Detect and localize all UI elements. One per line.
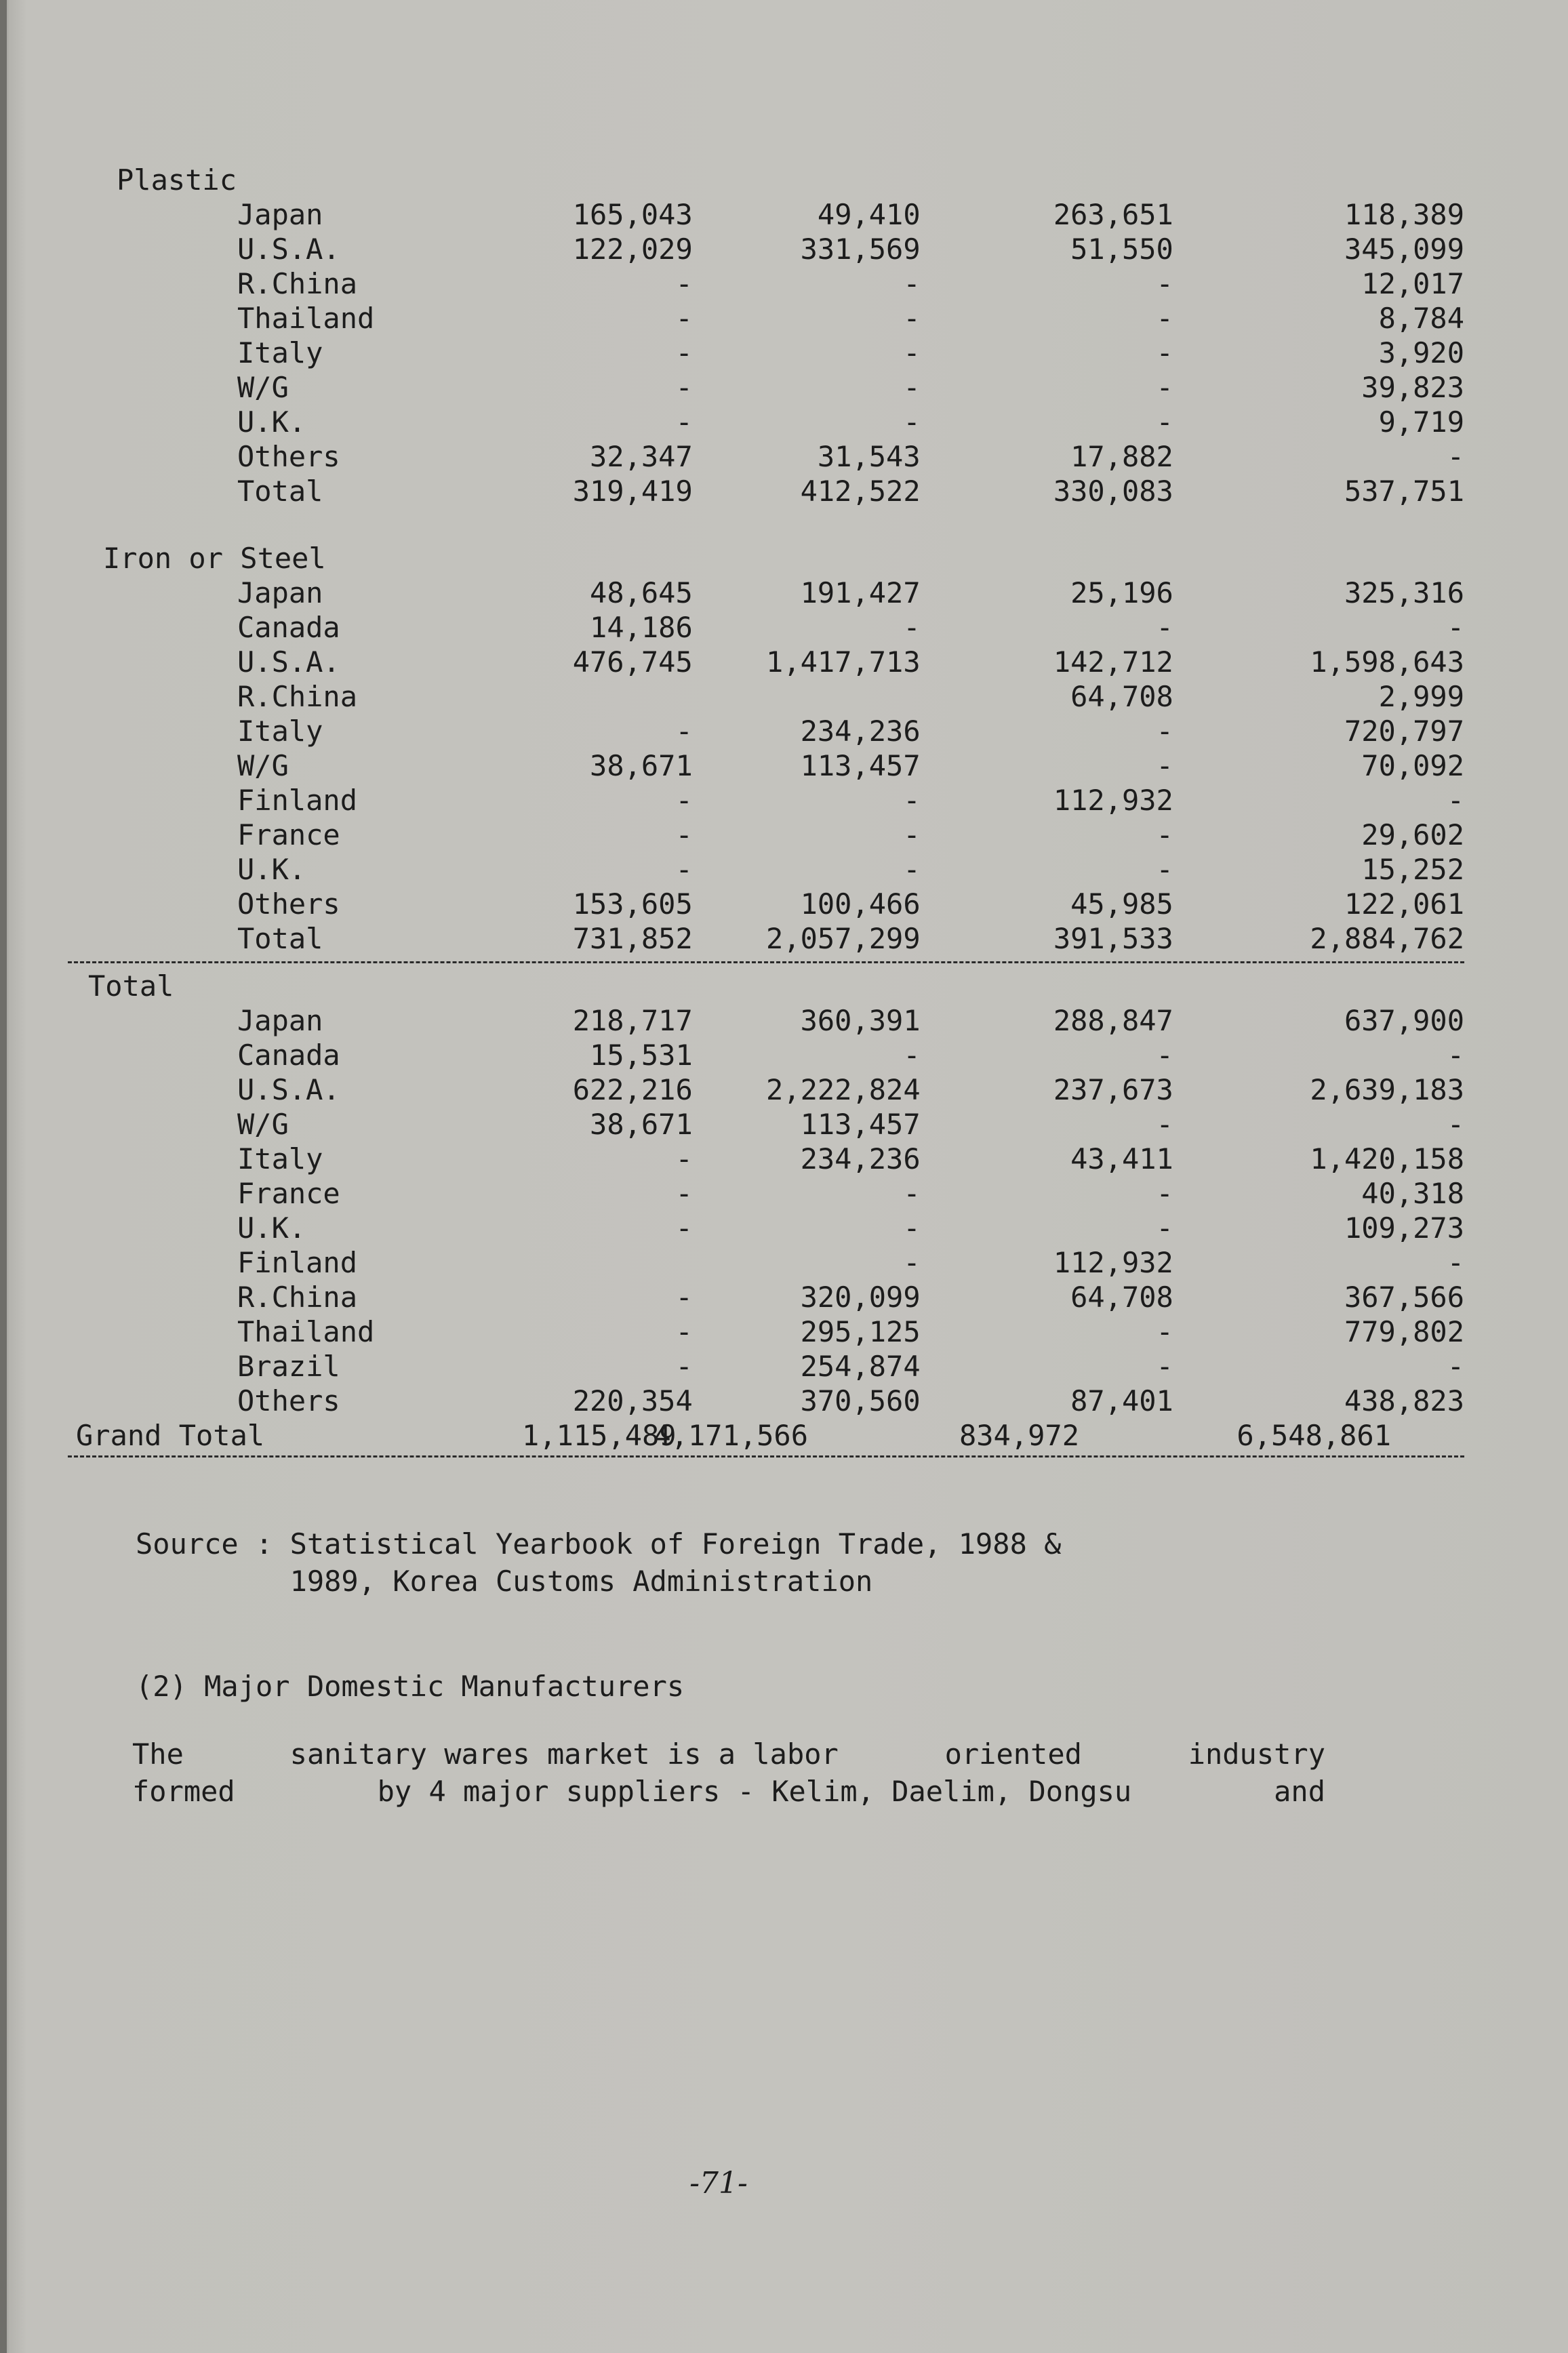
value-cell-1: - <box>675 1350 693 1383</box>
value-cell-1: 220,354 <box>572 1384 693 1417</box>
value-cell-3: - <box>1156 853 1173 886</box>
source-note <box>136 1525 1288 1600</box>
value-cell-2: - <box>903 1211 921 1245</box>
value-cell-4: 40,318 <box>1361 1177 1464 1210</box>
country-cell: R.China <box>237 1281 358 1314</box>
country-cell: Canada <box>237 1039 340 1072</box>
value-cell-4: - <box>1447 440 1464 473</box>
value-cell-3: - <box>1156 818 1173 851</box>
table-row <box>68 370 1464 405</box>
value-cell-4: 29,602 <box>1361 818 1464 851</box>
table-row <box>68 1245 1464 1280</box>
value-cell-2: - <box>903 611 921 644</box>
value-cell-1: 218,717 <box>572 1004 693 1037</box>
grand-total-value-3: 834,972 <box>959 1419 1079 1452</box>
value-cell-4: 122,061 <box>1344 887 1464 921</box>
value-cell-3: - <box>1156 371 1173 404</box>
value-cell-1: 38,671 <box>590 749 693 782</box>
value-cell-3: 112,932 <box>1053 784 1173 817</box>
value-cell-1: - <box>675 1211 693 1245</box>
value-cell-4: 2,639,183 <box>1310 1073 1464 1106</box>
country-cell: Finland <box>237 784 358 817</box>
value-cell-2: 113,457 <box>800 1108 921 1141</box>
table-row <box>68 1072 1464 1107</box>
grand-total-row <box>68 1418 1464 1453</box>
paragraph-word: industry <box>1188 1737 1325 1771</box>
page-binding-edge <box>0 0 7 2353</box>
value-cell-3: - <box>1156 1039 1173 1072</box>
paragraph-word: formed <box>132 1775 235 1808</box>
country-cell: W/G <box>237 1108 289 1141</box>
paragraph-word: oriented <box>944 1737 1082 1771</box>
value-cell-2: 1,417,713 <box>766 645 921 679</box>
country-cell: U.S.A. <box>237 233 340 266</box>
country-cell: R.China <box>237 267 358 300</box>
table-row <box>68 474 1464 508</box>
value-cell-4: 9,719 <box>1378 405 1464 439</box>
table-row <box>68 1349 1464 1384</box>
value-cell-4: 12,017 <box>1361 267 1464 300</box>
country-cell: Others <box>237 1384 340 1417</box>
table-row <box>68 1280 1464 1314</box>
country-cell: Others <box>237 887 340 921</box>
value-cell-2: 100,466 <box>800 887 921 921</box>
table-row <box>68 1211 1464 1245</box>
value-cell-1: - <box>675 1281 693 1314</box>
table-row <box>68 301 1464 336</box>
value-cell-1: - <box>675 371 693 404</box>
paragraph-line-2 <box>132 1773 1325 1810</box>
value-cell-4: - <box>1447 1108 1464 1141</box>
table-row <box>68 852 1464 887</box>
value-cell-1: 32,347 <box>590 440 693 473</box>
value-cell-4: 15,252 <box>1361 853 1464 886</box>
value-cell-3: - <box>1156 1108 1173 1141</box>
value-cell-1: 122,029 <box>572 233 693 266</box>
table-row <box>68 1176 1464 1211</box>
value-cell-2: - <box>903 302 921 335</box>
value-cell-2: - <box>903 853 921 886</box>
value-cell-1: - <box>675 1315 693 1348</box>
table-row <box>68 197 1464 232</box>
value-cell-4: - <box>1447 611 1464 644</box>
value-cell-4: 345,099 <box>1344 233 1464 266</box>
value-cell-2: - <box>903 336 921 369</box>
paragraph-word: The <box>132 1737 184 1771</box>
value-cell-2: 320,099 <box>800 1281 921 1314</box>
country-cell: U.K. <box>237 1211 306 1245</box>
value-cell-4: 537,751 <box>1344 475 1464 508</box>
table-row <box>68 921 1464 956</box>
table-row <box>68 887 1464 921</box>
paragraph-line-1 <box>132 1735 1325 1773</box>
country-cell: Canada <box>237 611 340 644</box>
value-cell-2: 2,057,299 <box>766 922 921 955</box>
country-cell: Japan <box>237 576 323 609</box>
table-row <box>68 1107 1464 1142</box>
value-cell-1: 38,671 <box>590 1108 693 1141</box>
country-cell: W/G <box>237 371 289 404</box>
value-cell-3: - <box>1156 749 1173 782</box>
source-line-2: 1989, Korea Customs Administration <box>136 1565 873 1598</box>
value-cell-2: 331,569 <box>800 233 921 266</box>
value-cell-4: - <box>1447 1039 1464 1072</box>
value-cell-1: - <box>675 784 693 817</box>
value-cell-3: - <box>1156 1315 1173 1348</box>
value-cell-4: 1,420,158 <box>1310 1142 1464 1175</box>
value-cell-3: - <box>1156 1350 1173 1383</box>
table-row <box>68 679 1464 714</box>
value-cell-3: 87,401 <box>1070 1384 1173 1417</box>
table-row <box>68 818 1464 852</box>
value-cell-2: 31,543 <box>817 440 921 473</box>
table-row <box>68 232 1464 266</box>
country-cell: Finland <box>237 1246 358 1279</box>
group-title-total: Total <box>88 969 174 1003</box>
value-cell-1 <box>503 679 693 714</box>
grand-total-value-4: 6,548,861 <box>1237 1419 1391 1452</box>
value-cell-4: 70,092 <box>1361 749 1464 782</box>
country-cell: Japan <box>237 1004 323 1037</box>
value-cell-3: - <box>1156 1177 1173 1210</box>
table-row <box>68 1384 1464 1418</box>
value-cell-4: 118,389 <box>1344 198 1464 231</box>
paragraph-word: and <box>1274 1775 1325 1808</box>
table-row <box>68 610 1464 645</box>
section-heading: (2) Major Domestic Manufacturers <box>136 1670 685 1703</box>
value-cell-4: 2,884,762 <box>1310 922 1464 955</box>
group-title-plastic: Plastic <box>117 163 237 197</box>
country-cell: U.K. <box>237 853 306 886</box>
dashed-divider-bottom <box>68 1455 1464 1472</box>
value-cell-4: 438,823 <box>1344 1384 1464 1417</box>
value-cell-4: 1,598,643 <box>1310 645 1464 679</box>
value-cell-3: 237,673 <box>1053 1073 1173 1106</box>
value-cell-4: 109,273 <box>1344 1211 1464 1245</box>
value-cell-2: - <box>903 784 921 817</box>
value-cell-2: - <box>903 1246 921 1279</box>
value-cell-2: 234,236 <box>800 715 921 748</box>
source-line-1: Source : Statistical Yearbook of Foreign Trade, 1988 & <box>136 1527 1062 1561</box>
value-cell-2: - <box>903 818 921 851</box>
group-title-iron-or-steel: Iron or Steel <box>103 542 326 575</box>
value-cell-2: 2,222,824 <box>766 1073 921 1106</box>
value-cell-2: 191,427 <box>800 576 921 609</box>
value-cell-2: 234,236 <box>800 1142 921 1175</box>
value-cell-2: 360,391 <box>800 1004 921 1037</box>
table-row <box>68 714 1464 748</box>
value-cell-1 <box>503 1245 693 1280</box>
grand-total-label: Grand Total <box>76 1419 265 1452</box>
table-row <box>68 1314 1464 1349</box>
value-cell-3: 142,712 <box>1053 645 1173 679</box>
value-cell-3: - <box>1156 336 1173 369</box>
value-cell-1: - <box>675 405 693 439</box>
value-cell-3: 51,550 <box>1070 233 1173 266</box>
country-cell: Others <box>237 440 340 473</box>
paragraph-word: by 4 major suppliers - Kelim, Daelim, Dongsu <box>377 1775 1132 1808</box>
value-cell-1: 15,531 <box>590 1039 693 1072</box>
value-cell-3: 64,708 <box>1070 1281 1173 1314</box>
value-cell-3: 64,708 <box>1070 680 1173 713</box>
value-cell-3: 17,882 <box>1070 440 1173 473</box>
country-cell: Italy <box>237 715 323 748</box>
value-cell-2: 254,874 <box>800 1350 921 1383</box>
value-cell-1: - <box>675 1177 693 1210</box>
value-cell-1: 731,852 <box>572 922 693 955</box>
country-cell: U.S.A. <box>237 645 340 679</box>
value-cell-2: 113,457 <box>800 749 921 782</box>
country-cell: Brazil <box>237 1350 340 1383</box>
table-row <box>68 405 1464 439</box>
group-spacer <box>68 508 1464 541</box>
table-row <box>68 439 1464 474</box>
value-cell-2: - <box>903 1177 921 1210</box>
value-cell-1: - <box>675 267 693 300</box>
value-cell-3: 330,083 <box>1053 475 1173 508</box>
value-cell-2 <box>693 679 921 714</box>
table-row <box>68 266 1464 301</box>
value-cell-4: 3,920 <box>1378 336 1464 369</box>
value-cell-3: 288,847 <box>1053 1004 1173 1037</box>
value-cell-4: 720,797 <box>1344 715 1464 748</box>
value-cell-3: - <box>1156 302 1173 335</box>
country-cell: Italy <box>237 1142 323 1175</box>
table-row <box>68 576 1464 610</box>
value-cell-3: - <box>1156 405 1173 439</box>
value-cell-4: 2,999 <box>1378 680 1464 713</box>
grand-total-value-1: 1,115,489 <box>522 1419 677 1452</box>
paragraph-word: sanitary wares market is a labor <box>289 1737 839 1771</box>
value-cell-1: 153,605 <box>572 887 693 921</box>
value-cell-1: 319,419 <box>572 475 693 508</box>
value-cell-3: - <box>1156 267 1173 300</box>
value-cell-1: 476,745 <box>572 645 693 679</box>
value-cell-1: 165,043 <box>572 198 693 231</box>
import-statistics-table <box>68 163 1464 1472</box>
country-cell: U.S.A. <box>237 1073 340 1106</box>
value-cell-3: - <box>1156 611 1173 644</box>
country-cell: Total <box>237 475 323 508</box>
value-cell-1: - <box>675 818 693 851</box>
value-cell-1: 48,645 <box>590 576 693 609</box>
table-row <box>68 783 1464 818</box>
value-cell-4: 779,802 <box>1344 1315 1464 1348</box>
table-row <box>68 645 1464 679</box>
value-cell-1: - <box>675 1142 693 1175</box>
value-cell-4: 39,823 <box>1361 371 1464 404</box>
country-cell: France <box>237 818 340 851</box>
value-cell-2: - <box>903 371 921 404</box>
page-number: -71- <box>689 2166 748 2200</box>
value-cell-1: - <box>675 302 693 335</box>
value-cell-4: 367,566 <box>1344 1281 1464 1314</box>
value-cell-3: 43,411 <box>1070 1142 1173 1175</box>
country-cell: Thailand <box>237 302 375 335</box>
value-cell-3: 112,932 <box>1053 1246 1173 1279</box>
value-cell-4: 8,784 <box>1378 302 1464 335</box>
value-cell-1: - <box>675 715 693 748</box>
value-cell-4: - <box>1447 1246 1464 1279</box>
value-cell-1: - <box>675 853 693 886</box>
country-cell: Total <box>237 922 323 955</box>
table-row <box>68 1038 1464 1072</box>
value-cell-1: 14,186 <box>590 611 693 644</box>
value-cell-3: 391,533 <box>1053 922 1173 955</box>
value-cell-3: 45,985 <box>1070 887 1173 921</box>
value-cell-4: 325,316 <box>1344 576 1464 609</box>
group-rows-plastic <box>68 197 1464 508</box>
value-cell-4: 637,900 <box>1344 1004 1464 1037</box>
table-row <box>68 1142 1464 1176</box>
table-row <box>68 336 1464 370</box>
value-cell-3: - <box>1156 715 1173 748</box>
country-cell: U.K. <box>237 405 306 439</box>
value-cell-2: 49,410 <box>817 198 921 231</box>
value-cell-3: 25,196 <box>1070 576 1173 609</box>
table-row <box>68 748 1464 783</box>
table-row <box>68 1003 1464 1038</box>
grand-total-value-2: 4,171,566 <box>654 1419 808 1452</box>
value-cell-1: 622,216 <box>572 1073 693 1106</box>
value-cell-2: 370,560 <box>800 1384 921 1417</box>
country-cell: Italy <box>237 336 323 369</box>
value-cell-2: - <box>903 405 921 439</box>
value-cell-3: - <box>1156 1211 1173 1245</box>
value-cell-4: - <box>1447 1350 1464 1383</box>
value-cell-2: 295,125 <box>800 1315 921 1348</box>
value-cell-2: - <box>903 267 921 300</box>
country-cell: Thailand <box>237 1315 375 1348</box>
value-cell-1: - <box>675 336 693 369</box>
value-cell-3: 263,651 <box>1053 198 1173 231</box>
group-rows-total <box>68 1003 1464 1418</box>
country-cell: Japan <box>237 198 323 231</box>
country-cell: W/G <box>237 749 289 782</box>
value-cell-2: - <box>903 1039 921 1072</box>
group-rows-iron-or-steel <box>68 576 1464 956</box>
country-cell: France <box>237 1177 340 1210</box>
country-cell: R.China <box>237 680 358 713</box>
section-paragraph <box>132 1735 1325 1810</box>
value-cell-4: - <box>1447 784 1464 817</box>
value-cell-2: 412,522 <box>800 475 921 508</box>
